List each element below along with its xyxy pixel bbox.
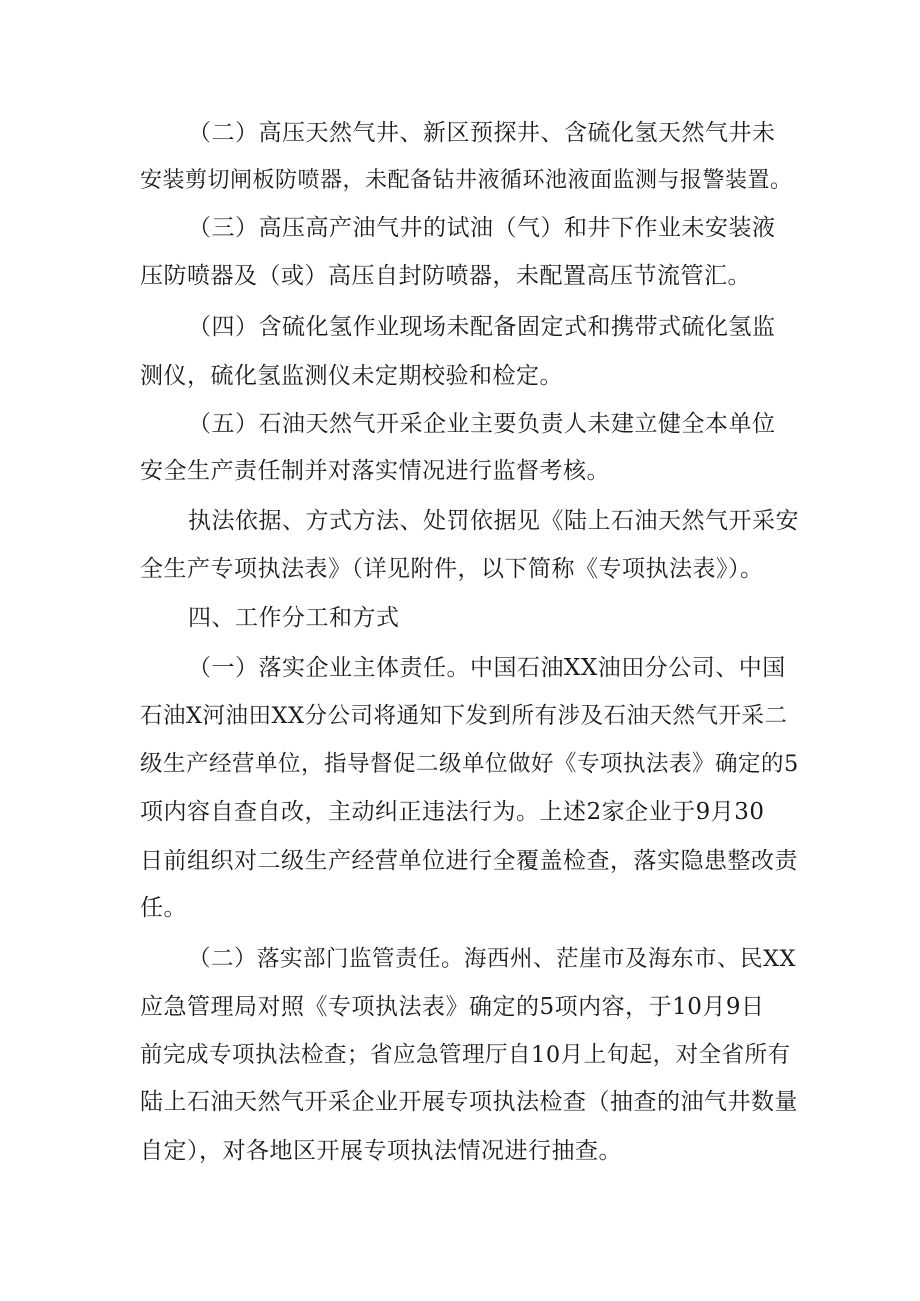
section-2-line-5: 自定），对各地区开展专项执法情况进行抽查。 — [140, 1138, 622, 1164]
section-2-line-4: 陆上石油天然气开采企业开展专项执法检查（抽查的油气井数量 — [140, 1089, 798, 1115]
section-2-line-2: 应急管理局对照《专项执法表》确定的5项内容，于10月9日 — [140, 994, 765, 1020]
basis-paragraph-line-2: 全生产专项执法表》（详见附件，以下简称《专项执法表》）。 — [140, 556, 764, 582]
paragraph-3-line-2: 压防喷器及（或）高压自封防喷器，未配置高压节流管汇。 — [140, 263, 751, 289]
section-1-line-3: 级生产经营单位，指导督促二级单位做好《专项执法表》确定的5 — [140, 751, 799, 777]
section-heading: 四、工作分工和方式 — [188, 605, 400, 631]
section-1-line-6: 任。 — [140, 895, 187, 921]
basis-paragraph-line-1: 执法依据、方式方法、处罚依据见《陆上石油天然气开采安 — [188, 508, 799, 534]
paragraph-5-line-1: （五）石油天然气开采企业主要负责人未建立健全本单位 — [188, 411, 776, 437]
section-2-line-3: 前完成专项执法检查；省应急管理厅自10月上旬起，对全省所有 — [140, 1042, 791, 1068]
paragraph-4-line-1: （四）含硫化氢作业现场未配备固定式和携带式硫化氢监 — [188, 314, 776, 340]
section-1-line-5: 日前组织对二级生产经营单位进行全覆盖检查，落实隐患整改责 — [140, 848, 798, 874]
paragraph-5-line-2: 安全生产责任制并对落实情况进行监督考核。 — [140, 458, 610, 484]
paragraph-4-line-2: 测仪，硫化氢监测仪未定期校验和检定。 — [140, 363, 563, 389]
paragraph-3-line-1: （三）高压高产油气井的试油（气）和井下作业未安装液 — [188, 215, 776, 241]
section-1-line-4: 项内容自查自改，主动纠正违法行为。上述2家企业于9月30 — [140, 799, 765, 825]
section-2-line-1: （二）落实部门监管责任。海西州、茫崖市及海东市、民XX — [188, 946, 797, 972]
paragraph-2-line-1: （二）高压天然气井、新区预探井、含硫化氢天然气井未 — [188, 120, 776, 146]
paragraph-2-line-2: 安装剪切闸板防喷器，未配备钻井液循环池液面监测与报警装置。 — [140, 168, 793, 193]
section-1-line-1: （一）落实企业主体责任。中国石油XX油田分公司、中国 — [188, 655, 786, 681]
section-1-line-2: 石油X河油田XX分公司将通知下发到所有涉及石油天然气开采二 — [140, 703, 788, 729]
